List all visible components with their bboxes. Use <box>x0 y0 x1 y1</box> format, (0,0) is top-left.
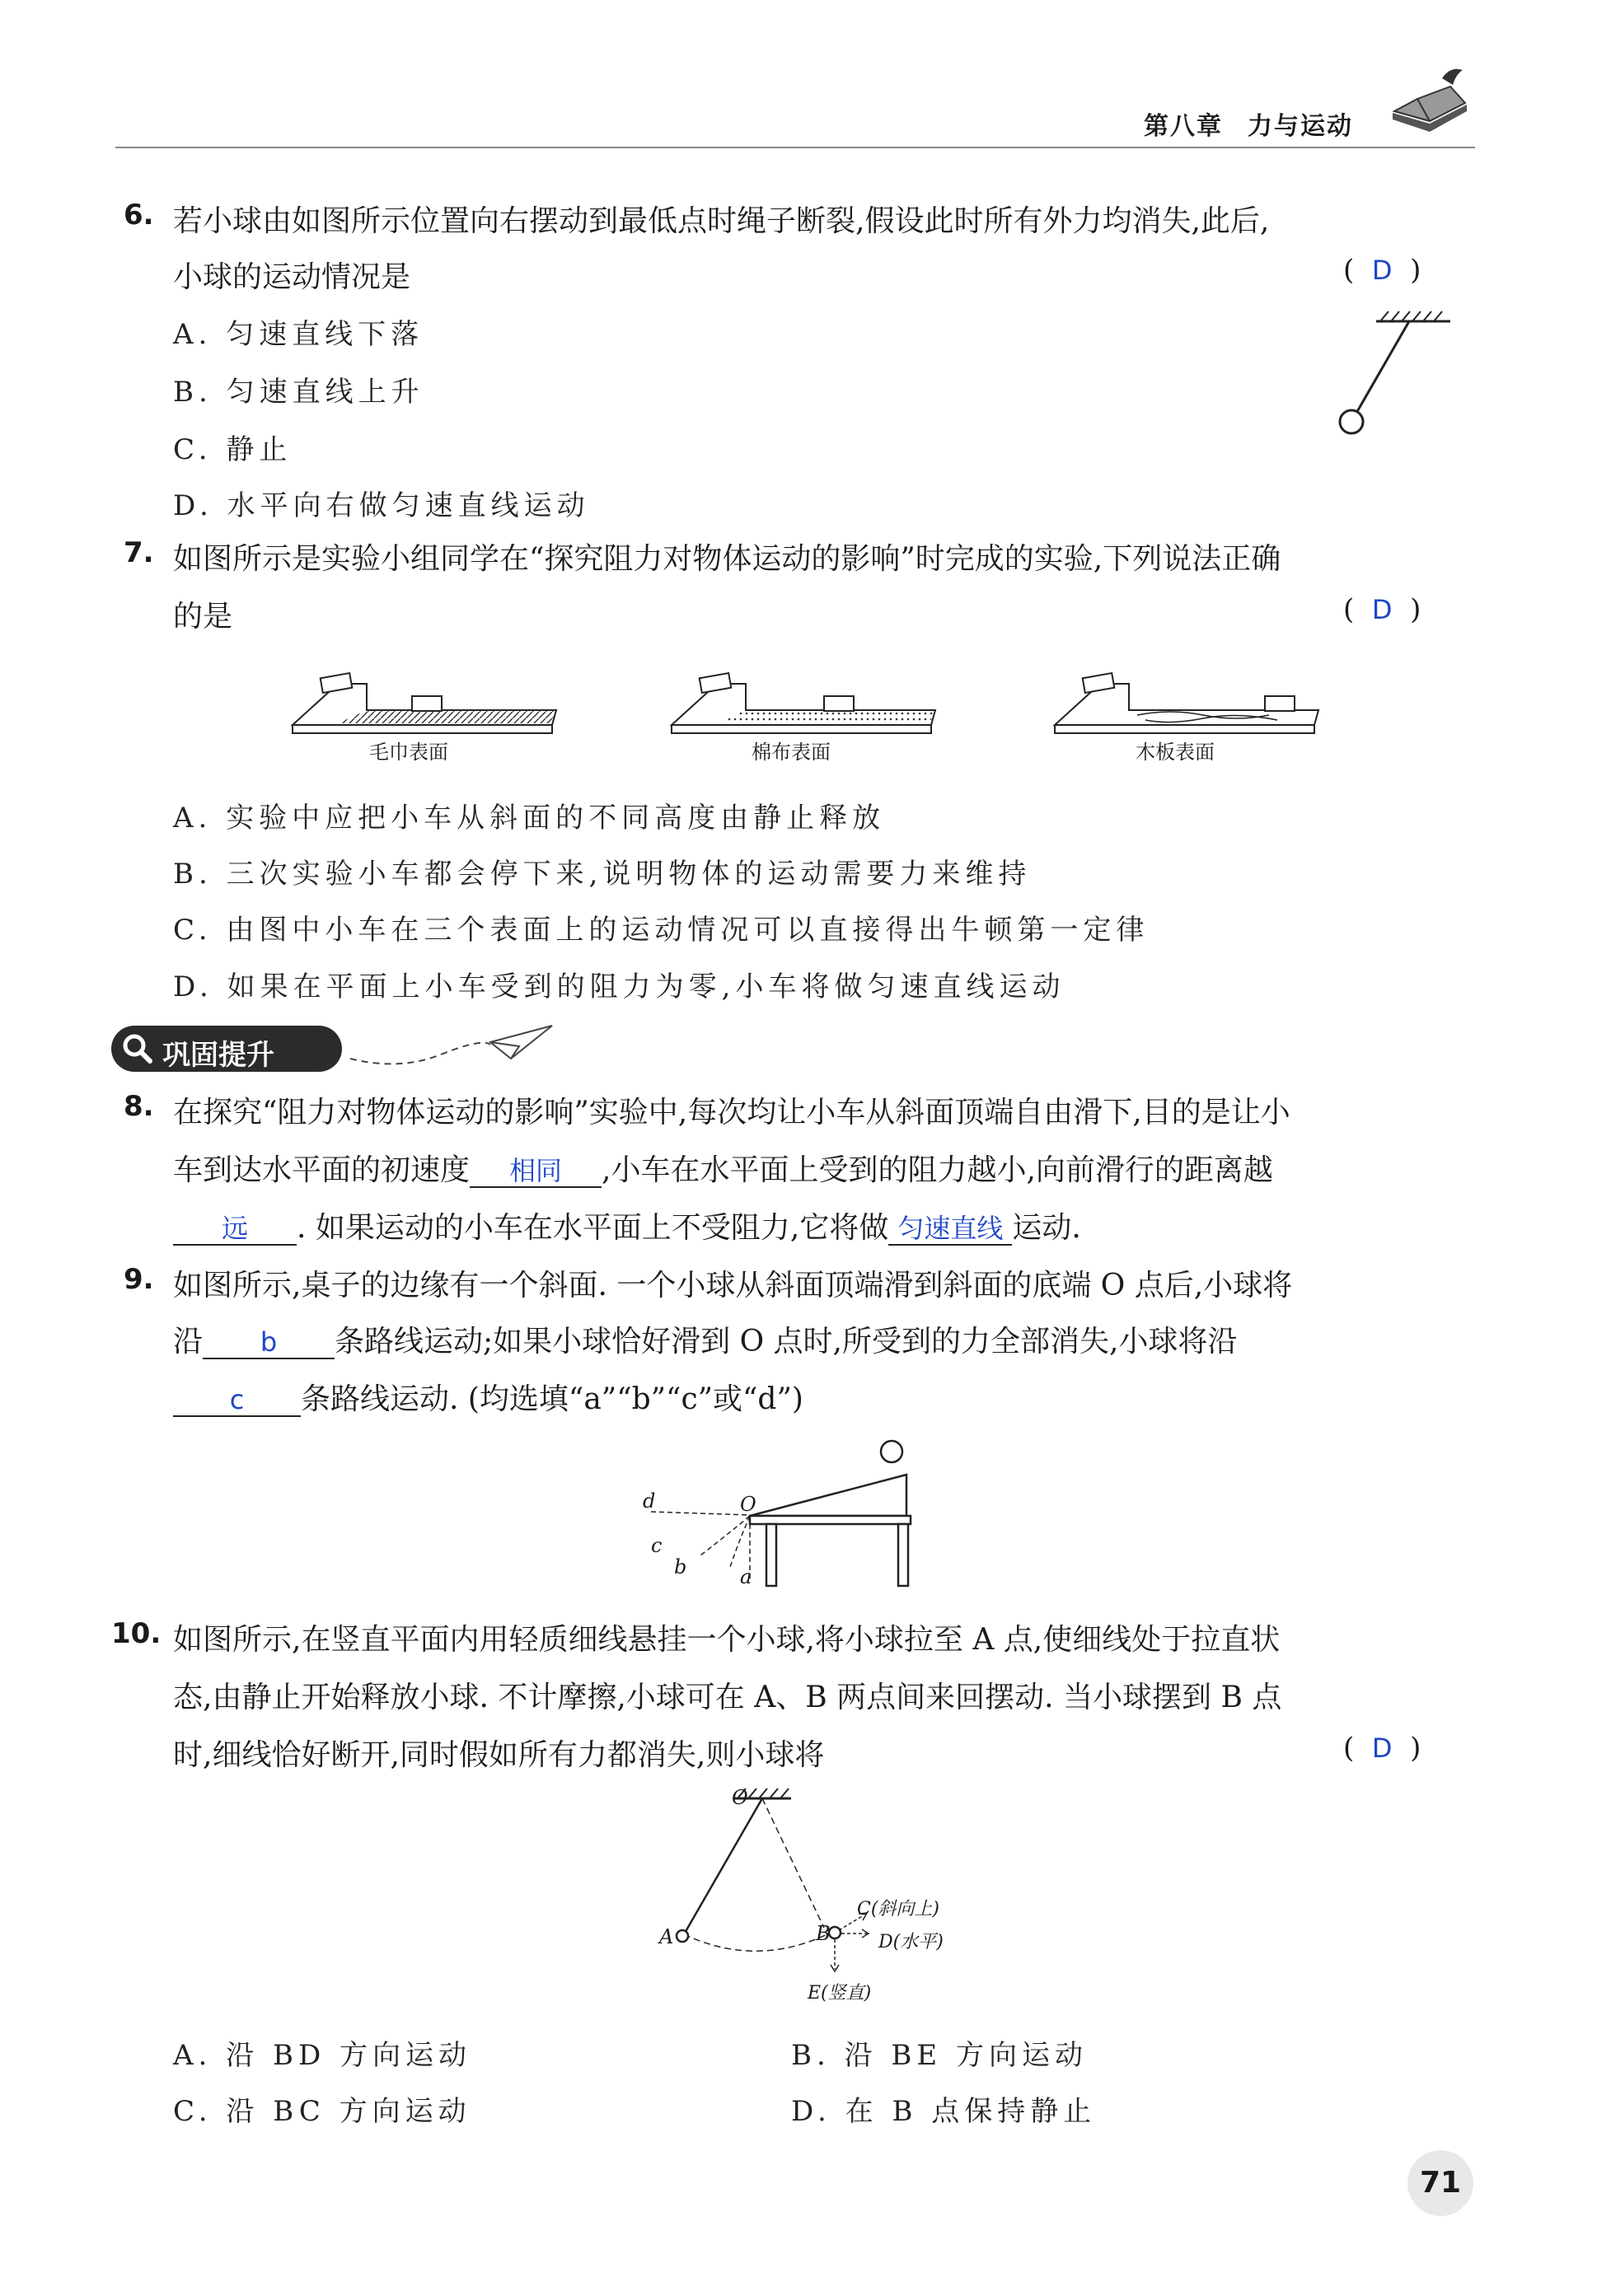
q10-answer-paren: ( D ) <box>1343 1732 1421 1765</box>
section-heading <box>111 1026 342 1072</box>
q6-option-d: D. 水平向右做匀速直线运动 <box>173 489 590 522</box>
q10-option-d: D. 在 B 点保持静止 <box>791 2095 1097 2128</box>
label-a: A <box>659 1925 674 1948</box>
q9-line-2: 沿 b 条路线运动;如果小球恰好滑到 O 点时,所受到的力全部消失,小球将沿 <box>173 1325 1238 1358</box>
q8-blank-3: 匀速直线 <box>888 1213 1012 1246</box>
label-c: C(斜向上) <box>857 1899 939 1920</box>
q6-option-c: C. 静止 <box>173 433 293 466</box>
caption-towel: 毛巾表面 <box>369 741 448 764</box>
pendulum-directions-figure <box>651 1784 981 2002</box>
towel-surface-figure <box>293 673 556 733</box>
q9-number: 9. <box>124 1263 154 1296</box>
q6-answer-paren: ( D ) <box>1343 254 1421 287</box>
caption-wood: 木板表面 <box>1136 741 1215 764</box>
q6-option-b: B. 匀速直线上升 <box>173 376 424 409</box>
paper-plane-icon <box>346 1022 560 1079</box>
q7-answer-paren: ( D ) <box>1343 593 1421 626</box>
section-title: 巩固提升 <box>162 1039 274 1072</box>
label-b: b <box>674 1555 687 1578</box>
q7-option-a: A. 实验中应把小车从斜面的不同高度由静止释放 <box>173 802 886 835</box>
q9-line-1: 如图所示,桌子的边缘有一个斜面. 一个小球从斜面顶端滑到斜面的底端 O 点后,小球将 <box>173 1269 1293 1302</box>
label-b: B <box>816 1922 831 1945</box>
q10-option-a: A. 沿 BD 方向运动 <box>173 2039 472 2072</box>
chapter-header <box>1144 105 1353 142</box>
q7-answer: D <box>1371 594 1393 625</box>
q7-option-d: D. 如果在平面上小车受到的阻力为零,小车将做匀速直线运动 <box>173 970 1065 1003</box>
q6-option-a: A. 匀速直线下落 <box>173 318 424 351</box>
q8-line-3: 远 . 如果运动的小车在水平面上不受阻力,它将做 匀速直线 运动. <box>173 1204 1081 1246</box>
q10-option-b: B. 沿 BE 方向运动 <box>791 2039 1089 2072</box>
q8-blank-1: 相同 <box>470 1155 602 1188</box>
q10-line-3: 时,细线恰好断开,同时假如所有力都消失,则小球将 <box>173 1738 825 1772</box>
q7-option-c: C. 由图中小车在三个表面上的运动情况可以直接得出牛顿第一定律 <box>173 914 1150 947</box>
pendulum-figure <box>1318 309 1459 449</box>
label-d: D(水平) <box>878 1932 944 1952</box>
header-divider <box>115 147 1475 148</box>
q10-number: 10. <box>111 1617 162 1650</box>
page-number: 71 <box>1407 2150 1473 2216</box>
book-icon <box>1384 62 1475 144</box>
q8-line-1: 在探究“阻力对物体运动的影响”实验中,每次均让小车从斜面顶端自由滑下,目的是让小 <box>173 1096 1290 1129</box>
q10-answer: D <box>1371 1733 1393 1764</box>
q7-option-b: B. 三次实验小车都会停下来,说明物体的运动需要力来维持 <box>173 858 1032 891</box>
q8-line-2: 车到达水平面的初速度 相同 ,小车在水平面上受到的阻力越小,向前滑行的距离越 <box>173 1153 1273 1187</box>
label-c: c <box>651 1534 663 1557</box>
q6-number: 6. <box>124 199 154 231</box>
label-d: d <box>643 1489 656 1513</box>
label-a: a <box>740 1565 752 1588</box>
q10-option-c: C. 沿 BC 方向运动 <box>173 2095 471 2128</box>
label-o: O <box>740 1493 756 1516</box>
chapter-title: 力与运动 <box>1248 112 1353 141</box>
q8-blank-2: 远 <box>173 1213 297 1246</box>
cotton-surface-figure <box>672 673 935 733</box>
label-e: E(竖直) <box>808 1983 872 2004</box>
q6-line-1: 若小球由如图所示位置向右摆动到最低点时绳子断裂,假设此时所有外力均消失,此后, <box>173 204 1270 238</box>
caption-cotton: 棉布表面 <box>752 741 831 764</box>
q10-line-2: 态,由静止开始释放小球. 不计摩擦,小球可在 A、B 两点间来回摆动. 当小球摆到 B 点 <box>173 1681 1282 1714</box>
q7-line-2: 的是 <box>173 600 233 634</box>
q9-blank-1: b <box>203 1326 335 1359</box>
q9-blank-2: c <box>173 1384 301 1417</box>
label-o: O <box>732 1786 748 1809</box>
wood-surface-figure <box>1055 673 1318 733</box>
q7-number: 7. <box>124 536 154 569</box>
q7-line-1: 如图所示是实验小组同学在“探究阻力对物体运动的影响”时完成的实验,下列说法正确 <box>173 542 1281 576</box>
q9-line-3: c 条路线运动. (均选填“a”“b”“c”或“d”) <box>173 1376 803 1418</box>
q10-line-1: 如图所示,在竖直平面内用轻质细线悬挂一个小球,将小球拉至 A 点,使细线处于拉直状 <box>173 1623 1281 1657</box>
chapter-number: 第八章 <box>1144 112 1223 141</box>
q8-number: 8. <box>124 1090 154 1123</box>
q6-line-2: 小球的运动情况是 <box>173 260 411 294</box>
q6-answer: D <box>1371 255 1393 286</box>
magnifier-icon <box>121 1032 154 1065</box>
